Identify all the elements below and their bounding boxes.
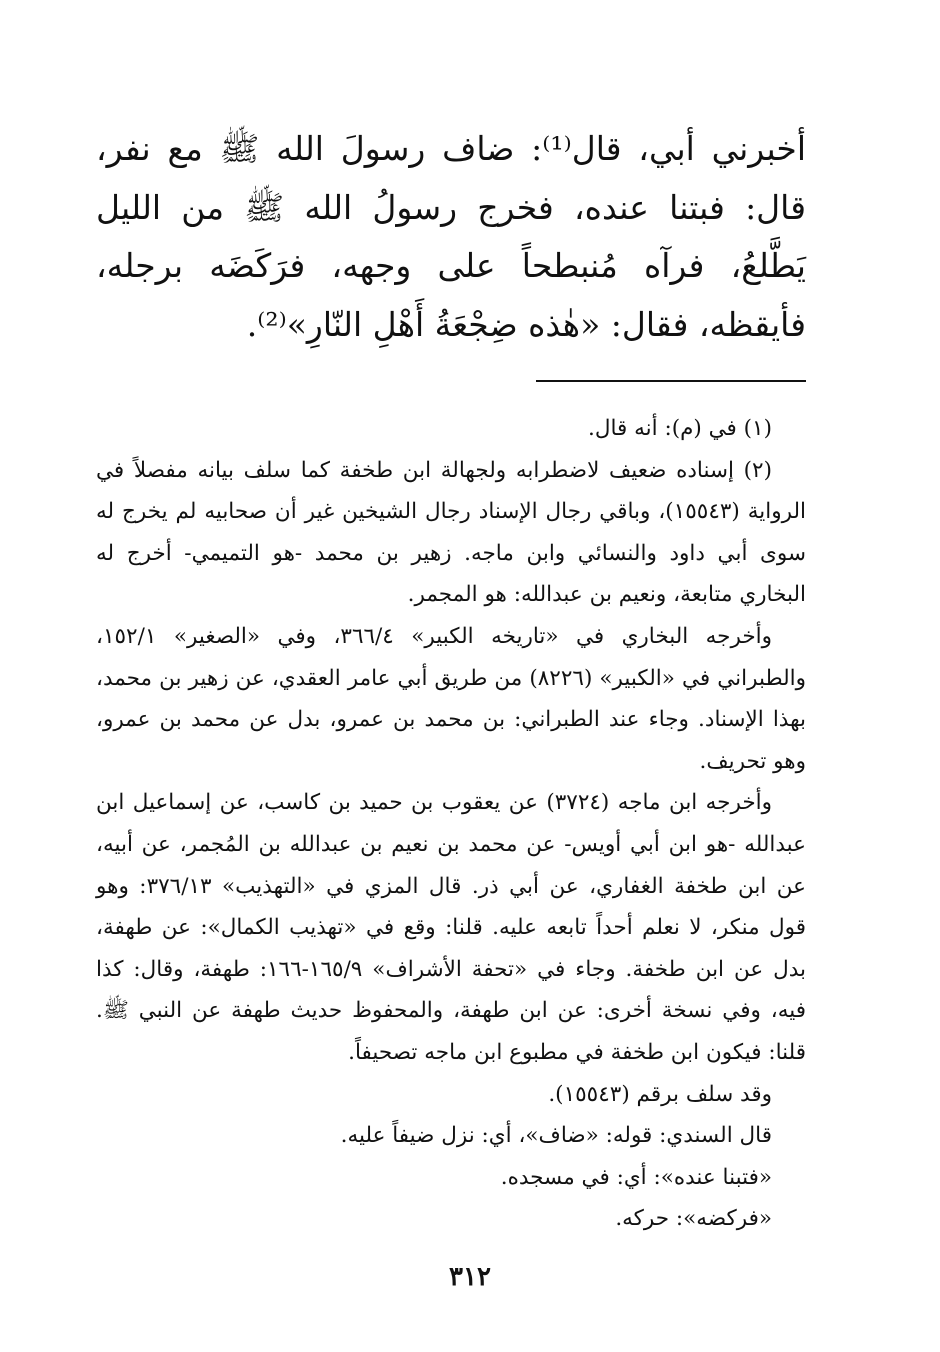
footnote-1: (١) في (م): أنه قال. [588, 416, 772, 441]
footnotes-block [96, 408, 806, 1240]
footnote-separator [536, 380, 806, 382]
page-body [96, 120, 806, 1240]
footnote-paragraph: «فركضه»: حركه. [615, 1206, 772, 1232]
main-paragraph: أخبرني أبي، قال⁽¹⁾: ضاف رسولَ الله ﷺ مع نفر، قال: فبتنا عنده، فخرج رسولُ الله ﷺ من الليل يَطَّلعُ، فرآه مُنبطحاً على وجهه، فرَكَضَه برجله، فأيقظه، فقال: «هٰذه ضِجْعَةُ أَهْلِ النّارِ»⁽²⁾. [96, 129, 806, 344]
page-number: ٣١٢ [449, 1262, 491, 1292]
footnote-paragraph: قال السندي: قوله: «ضاف»، أي: نزل ضيفاً عليه. [340, 1123, 772, 1149]
footnote-2: (٢) إسناده ضعيف لاضطرابه ولجهالة ابن طخفة كما سلف بيانه مفصلاً في الرواية (١٥٥٤٣)، وباقي رجال الإسناد رجال الشيخين غير أن صحابيه لم يخرج له سوى أبي داود والنسائي وابن ماجه. زهير بن محمد -هو التميمي- أخرج له البخاري متابعة، ونعيم بن عبدالله: هو المجمر. [96, 457, 806, 608]
footnote-paragraph: وقد سلف برقم (١٥٥٤٣). [548, 1081, 772, 1107]
footnote-paragraph: وأخرجه البخاري في «تاريخه الكبير» ٣٦٦/٤، وفي «الصغير» ١٥٢/١، والطبراني في «الكبير» (٨٢٢٦) من طريق أبي عامر العقدي، عن زهير بن محمد، بهذا الإسناد. وجاء عند الطبراني: بن محمد بن عمرو، بدل عن محمد بن عمرو، وهو تحريف. [96, 623, 807, 774]
footnote-paragraph: وأخرجه ابن ماجه (٣٧٢٤) عن يعقوب بن حميد بن كاسب، عن إسماعيل ابن عبدالله -هو ابن أبي أويس- عن محمد بن نعيم بن عبدالله بن المُجمر، عن أبيه، عن ابن طخفة الغفاري، عن أبي ذر. قال المزي في «التهذيب» ٣٧٦/١٣: وهو قول منكر، لا نعلم أحداً تابعه عليه. قلنا: وقع في «تهذيب الكمال»: عن طهفة، بدل عن ابن طخفة. وجاء في «تحفة الأشراف» ١٦٥/٩-١٦٦: طهفة، وقال: كذا فيه، وفي نسخة أخرى: عن ابن طهفة، والمحفوظ حديث طهفة عن النبي ﷺ. قلنا: فيكون ابن طخفة في مطبوع ابن ماجه تصحيفاً. [96, 790, 806, 1065]
footnote-paragraph: «فتبنا عنده»: أي: في مسجده. [500, 1164, 772, 1190]
main-text-block [96, 120, 806, 354]
